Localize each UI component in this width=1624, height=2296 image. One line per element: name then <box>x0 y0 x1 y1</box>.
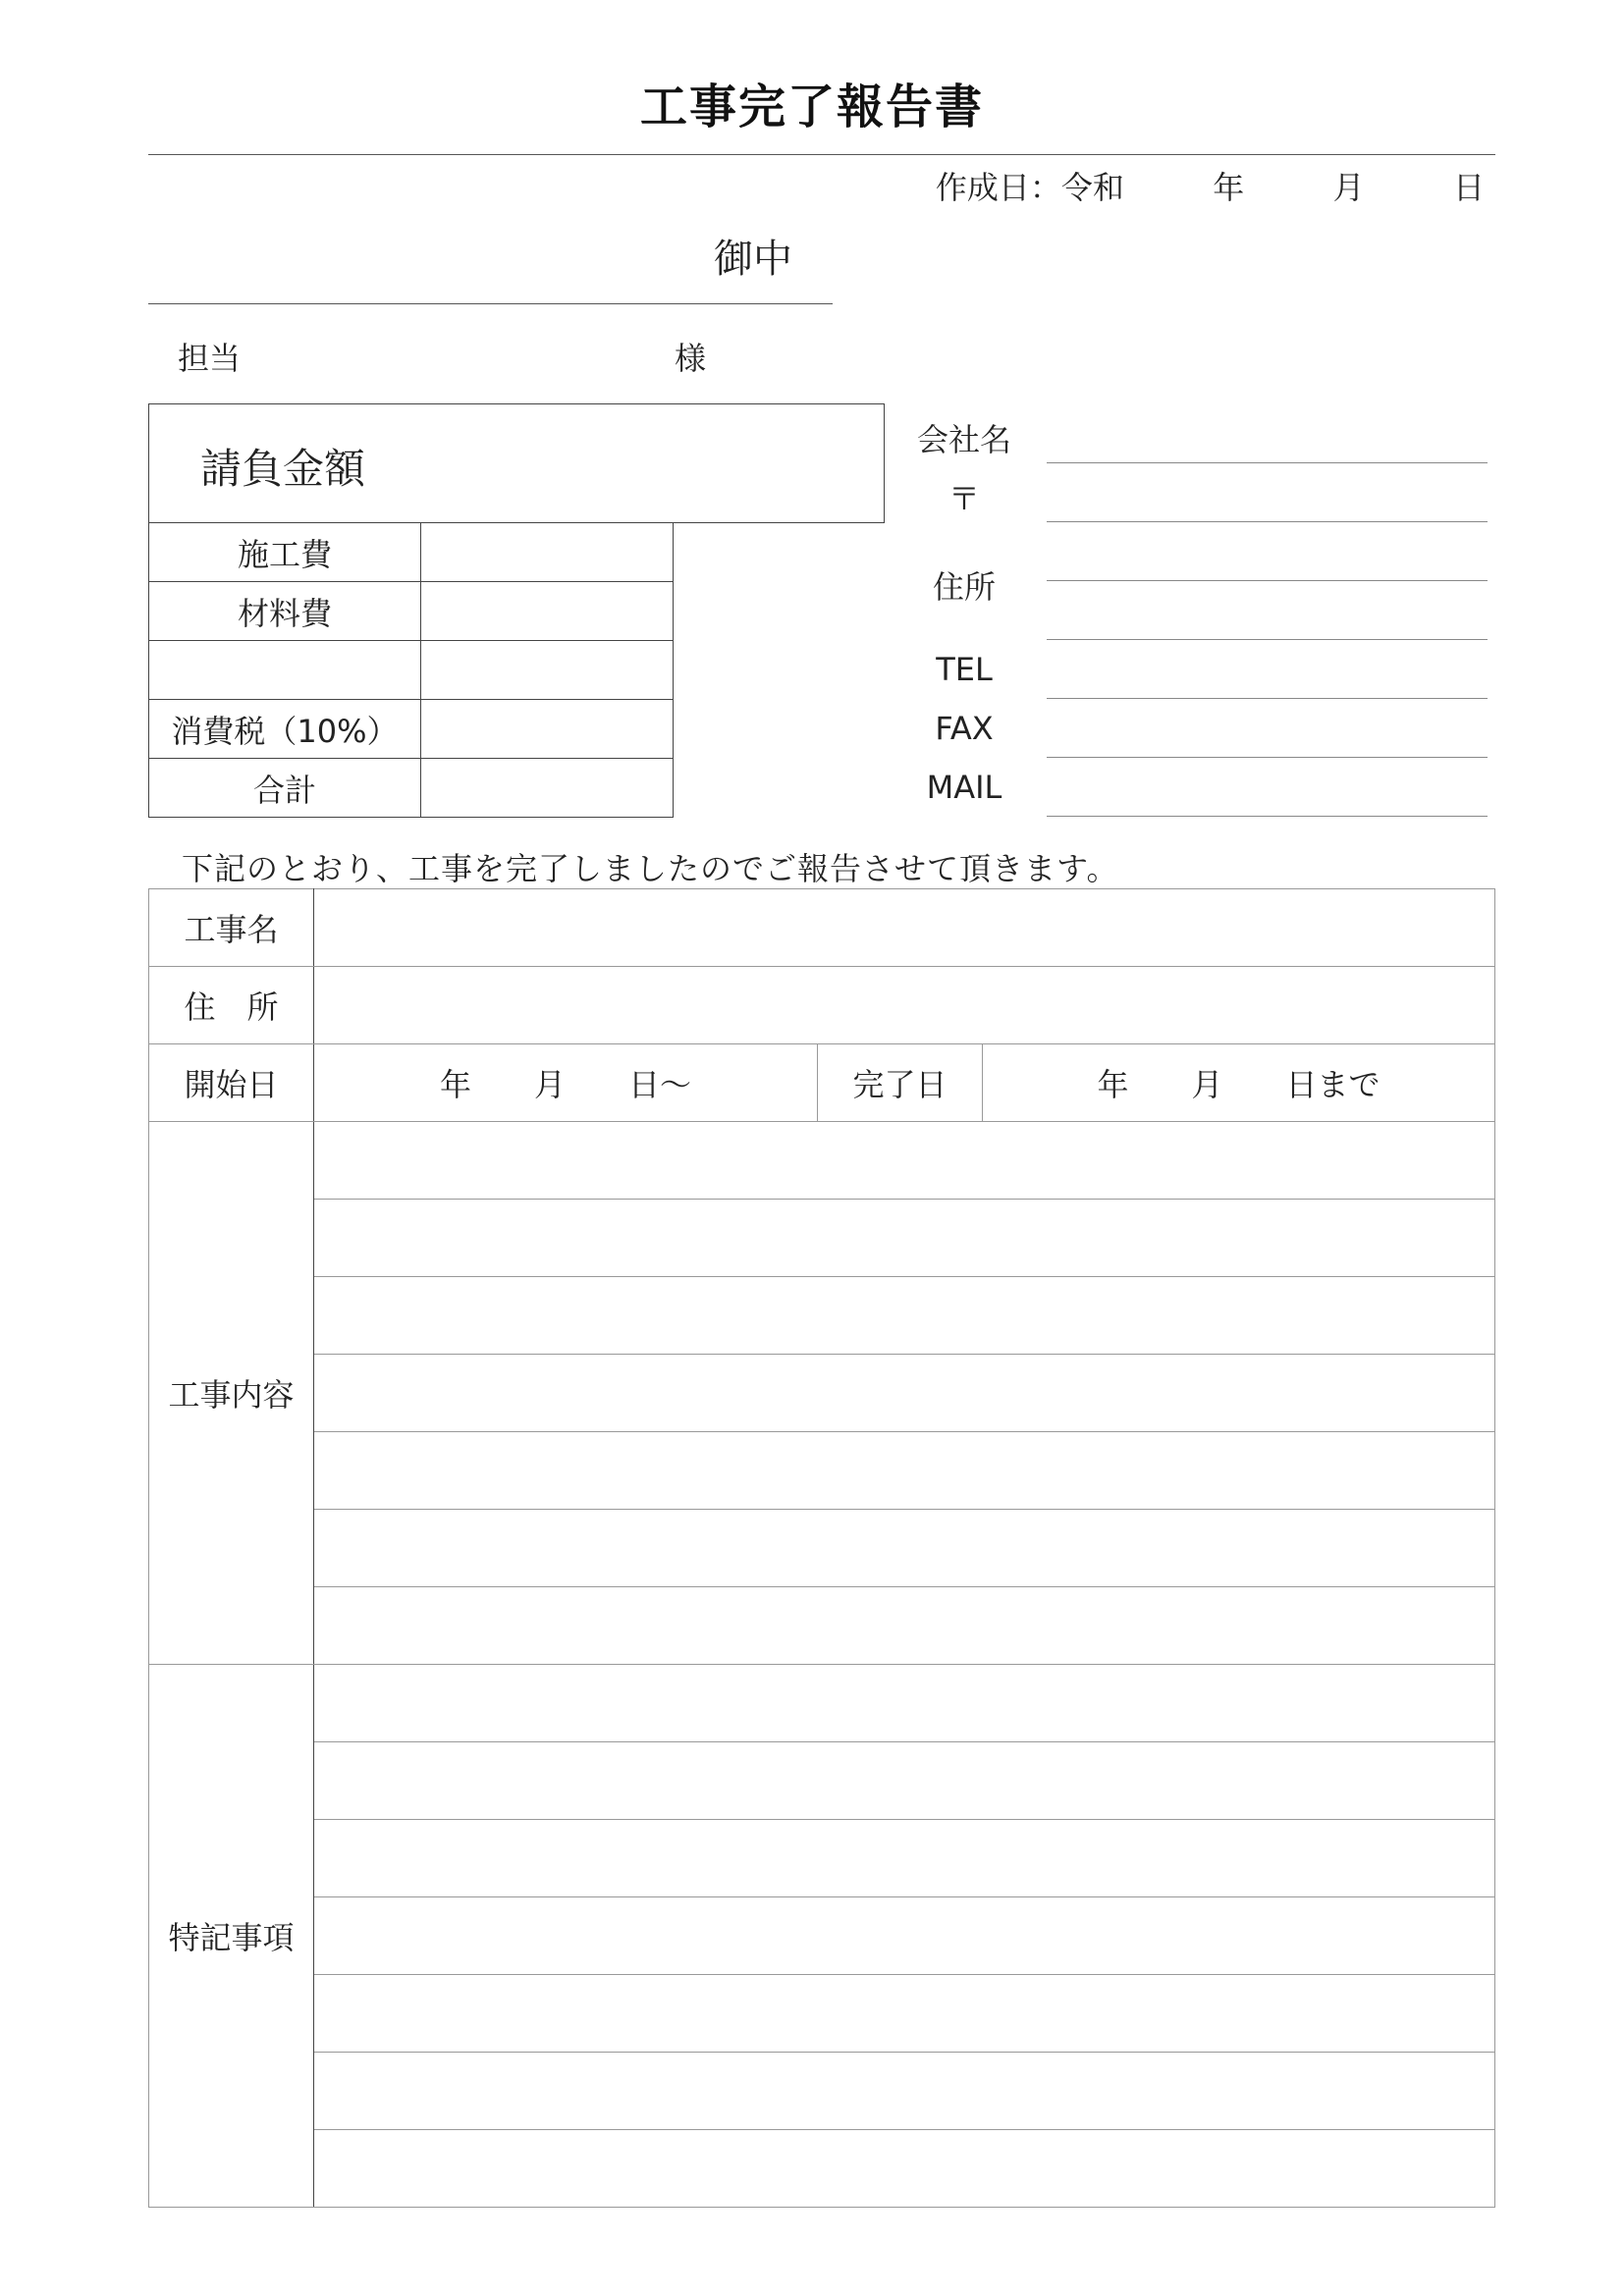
notes-line[interactable] <box>314 1665 1495 1742</box>
work-name-label: 工事名 <box>149 889 314 967</box>
date-month[interactable]: 月 <box>1332 169 1365 206</box>
address-label: 住所 <box>932 568 996 606</box>
recipient-suffix: 御中 <box>714 237 792 282</box>
cost-row <box>149 700 674 759</box>
cost-row <box>149 582 674 641</box>
table-row <box>149 889 1495 967</box>
work-content-line[interactable] <box>314 1510 1495 1587</box>
company-name-label: 会社名 <box>916 421 1011 458</box>
cost-label[interactable] <box>149 641 421 700</box>
end-date-label: 完了日 <box>818 1044 983 1122</box>
table-row <box>149 1897 1495 1975</box>
table-row <box>149 1975 1495 2053</box>
contact-label: 担当 <box>178 340 242 377</box>
start-date-field[interactable]: 年 月 日～ <box>314 1044 818 1122</box>
table-row <box>149 1820 1495 1897</box>
cost-row <box>149 523 674 582</box>
table-row <box>149 1510 1495 1587</box>
cost-value[interactable] <box>421 641 674 700</box>
notes-line[interactable] <box>314 1897 1495 1975</box>
table-row <box>149 1277 1495 1355</box>
cost-label: 材料費 <box>149 582 421 641</box>
cost-label: 施工費 <box>149 523 421 582</box>
company-name-line[interactable] <box>1047 462 1488 463</box>
table-row <box>149 967 1495 1044</box>
report-table <box>148 888 1495 2208</box>
table-row <box>149 1742 1495 1820</box>
intro-text: 下記のとおり、工事を完了しましたのでご報告させて頂きます。 <box>182 850 1119 887</box>
site-address-label: 住 所 <box>149 967 314 1044</box>
notes-line[interactable] <box>314 1975 1495 2053</box>
table-row <box>149 1587 1495 1665</box>
table-row <box>149 2053 1495 2130</box>
table-row <box>149 1665 1495 1742</box>
notes-line[interactable] <box>314 2053 1495 2130</box>
cost-table <box>148 522 674 818</box>
work-content-line[interactable] <box>314 1122 1495 1200</box>
tel-label: TEL <box>936 651 993 688</box>
fax-line[interactable] <box>1047 757 1488 758</box>
notes-line[interactable] <box>314 1742 1495 1820</box>
notes-label: 特記事項 <box>149 1665 314 2208</box>
address-line[interactable] <box>1047 580 1488 581</box>
mail-label: MAIL <box>926 769 1002 806</box>
cost-value[interactable] <box>421 523 674 582</box>
table-row <box>149 1432 1495 1510</box>
contract-amount-box[interactable] <box>148 403 885 523</box>
work-content-line[interactable] <box>314 1587 1495 1665</box>
fax-label: FAX <box>935 710 994 747</box>
address-line[interactable] <box>1047 639 1488 640</box>
cost-value[interactable] <box>421 582 674 641</box>
notes-line[interactable] <box>314 2130 1495 2208</box>
table-row <box>149 1044 1495 1122</box>
cost-row <box>149 641 674 700</box>
work-content-line[interactable] <box>314 1432 1495 1510</box>
date-year[interactable]: 年 <box>1213 169 1245 206</box>
cost-value[interactable] <box>421 700 674 759</box>
creation-date <box>936 163 1485 208</box>
work-content-line[interactable] <box>314 1200 1495 1277</box>
table-row <box>149 2130 1495 2208</box>
table-row <box>149 1122 1495 1200</box>
start-date-label: 開始日 <box>149 1044 314 1122</box>
mail-line[interactable] <box>1047 816 1488 817</box>
cost-row <box>149 759 674 818</box>
site-address-field[interactable] <box>314 967 1495 1044</box>
table-row <box>149 1355 1495 1432</box>
date-day[interactable]: 日 <box>1452 169 1485 206</box>
contract-amount-label: 請負金額 <box>200 445 366 493</box>
work-content-line[interactable] <box>314 1277 1495 1355</box>
cost-label: 合計 <box>149 759 421 818</box>
recipient-line[interactable] <box>148 303 833 304</box>
tel-line[interactable] <box>1047 698 1488 699</box>
date-prefix: 作成日：令和 <box>935 169 1124 206</box>
title-divider <box>148 154 1495 155</box>
postal-line[interactable] <box>1047 521 1488 522</box>
postal-mark: 〒 <box>947 480 980 517</box>
work-name-field[interactable] <box>314 889 1495 967</box>
table-row <box>149 1200 1495 1277</box>
work-content-label: 工事内容 <box>149 1122 314 1665</box>
contact-suffix: 様 <box>675 340 707 377</box>
notes-line[interactable] <box>314 1820 1495 1897</box>
page-title: 工事完了報告書 <box>639 80 984 134</box>
work-content-line[interactable] <box>314 1355 1495 1432</box>
end-date-field[interactable]: 年 月 日まで <box>983 1044 1495 1122</box>
cost-value[interactable] <box>421 759 674 818</box>
cost-label: 消費税（10%） <box>149 700 421 759</box>
